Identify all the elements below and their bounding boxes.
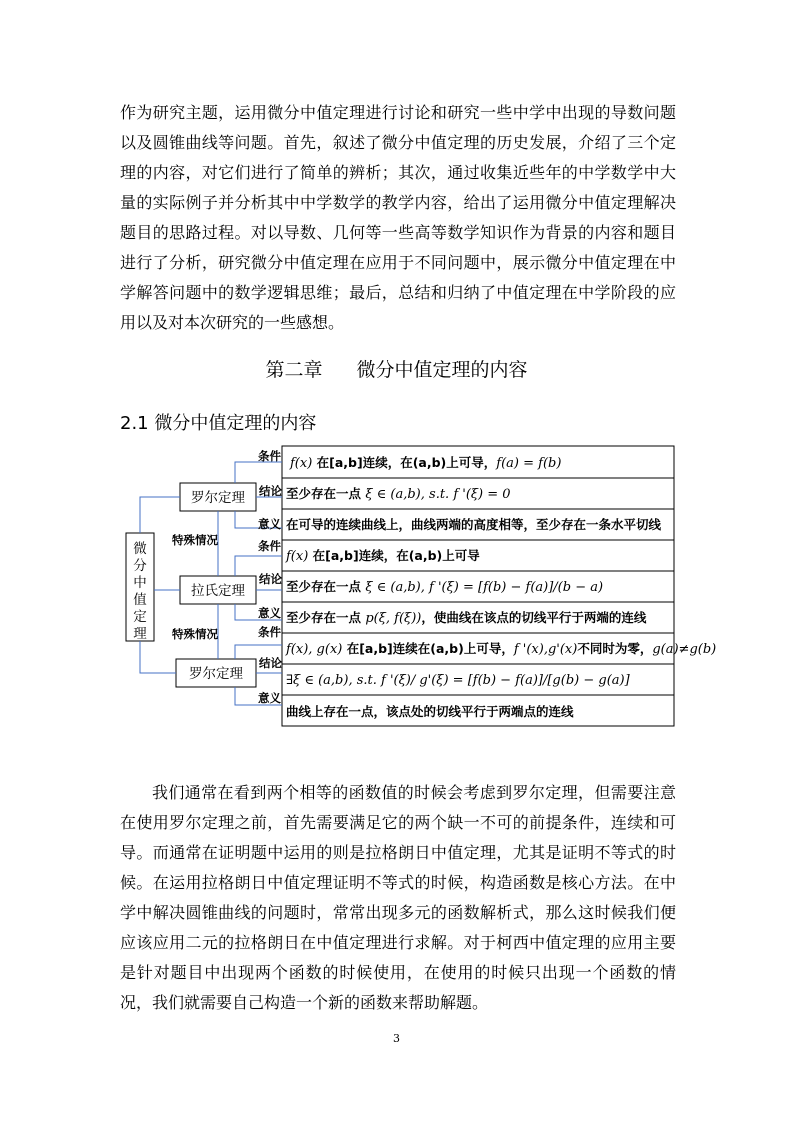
conclusion-label-2: 结论 [259,572,282,586]
root-char-1: 微 [133,541,147,557]
chapter-number: 第二章 [265,359,323,381]
body-paragraph: 我们通常在看到两个相等的函数值的时候会考虑到罗尔定理，但需要注意在使用罗尔定理之前，首先需要满足它的两个缺一不可的前提条件，连续和可导。而通常在证明题中运用的则是拉格朗日中值定理，尤其是证明不等式的时候。在运用拉格朗日中值定理证明不等式的时候，构造函数是核心方法。在中学中解决圆锥曲线的问题时，常常出现多元的函数解析式，那么这时候我们便应该应用二元的拉格朗日在中值定理进行求解。对于柯西中值定理的应用主要是针对题目中出现两个函数的时候使用，在使用的时候只出现一个函数的情况，我们就需要自己构造一个新的函数来帮助解题。 [120,783,676,1012]
meaning-label-1: 意义 [258,517,281,531]
lagrange-meaning: 至少存在一点 p(ξ, f(ξ))，使曲线在该点的切线平行于两端的连线 [286,610,647,626]
lagrange-condition: f(x) 在[a,b]连续，在(a,b)上可导 [286,548,480,564]
cauchy-meaning: 曲线上存在一点，该点处的切线平行于两端点的连线 [286,704,574,719]
cauchy-condition: f(x), g(x) 在[a,b]连续在(a,b)上可导，f '(x),g'(x)不同时为零，g(a)≠g(b) [286,641,717,657]
root-char-3: 中 [133,575,147,591]
intro-paragraph: 作为研究主题，运用微分中值定理进行讨论和研究一些中学中出现的导数问题以及圆锥曲线等问题。首先，叙述了微分中值定理的历史发展，介绍了三个定理的内容，对它们进行了简单的辨析；其次，通过收集近些年的中学数学中大量的实际例子并分析其中中学数学的教学内容，给出了运用微分中值定理解决题目的思路过程。对以导数、几何等一些高等数学知识作为背景的内容和题目进行了分析，研究微分中值定理在应用于不同问题中，展示微分中值定理在中学解答问题中的数学逻辑思维；最后，总结和归纳了中值定理在中学阶段的应用以及对本次研究的一些感想。 [120,103,676,332]
theorem2-label: 拉氏定理 [191,583,245,599]
special-case-label-1: 特殊情况 [172,533,218,547]
special-case-label-2: 特殊情况 [172,627,218,641]
root-char-4: 值 [133,592,147,608]
rolle-meaning: 在可导的连续曲线上，曲线两端的高度相等，至少存在一条水平切线 [286,517,662,532]
rolle-condition: f(x) 在[a,b]连续，在(a,b)上可导，f(a) = f(b) [290,455,562,471]
chapter-name: 微分中值定理的内容 [356,359,528,381]
rolle-conclusion: 至少存在一点 ξ ∈ (a,b), s.t. f '(ξ) = 0 [286,486,511,502]
meaning-label-2: 意义 [258,606,281,620]
theorem1-label: 罗尔定理 [191,490,245,506]
root-char-5: 定 [133,609,147,625]
section-title: 2.1 微分中值定理的内容 [120,413,317,434]
root-char-6: 理 [133,626,147,642]
conclusion-label-1: 结论 [259,484,282,498]
conclusion-label-3: 结论 [259,656,282,670]
lagrange-conclusion: 至少存在一点 ξ ∈ (a,b), f '(ξ) = [f(b) − f(a)]/(b − a) [286,579,604,595]
condition-label-1: 条件 [258,449,281,463]
theorem3-label: 罗尔定理 [189,666,243,682]
condition-label-2: 条件 [258,539,281,553]
condition-label-3: 条件 [258,625,281,639]
page-number: 3 [393,1032,400,1045]
mean-value-theorem-diagram [118,440,717,732]
cauchy-conclusion: ∃ξ ∈ (a,b), s.t. f '(ξ)/ g'(ξ) = [f(b) − f(a)]/[g(b) − g(a)] [286,673,630,688]
root-char-2: 分 [133,558,147,574]
meaning-label-3: 意义 [258,691,281,705]
chapter-title [0,355,793,382]
